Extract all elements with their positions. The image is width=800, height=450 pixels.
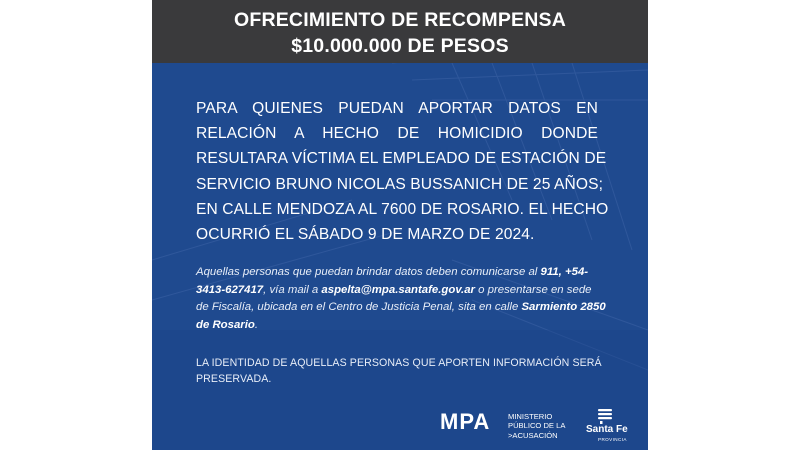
identity-note: LA IDENTIDAD DE AQUELLAS PERSONAS QUE APORTEN INFORMACIÓN SERÁ PRESERVADA. (196, 357, 602, 385)
announcement-line: SERVICIO BRUNO NICOLAS BUSSANICH DE 25 AÑOS; (196, 175, 604, 193)
contact-text: Aquellas personas que puedan brindar datos deben comunicarse al (196, 266, 538, 278)
announcement-line: OCURRIÓ EL SÁBADO 9 DE MARZO DE 2024. (196, 226, 535, 244)
mpa-logo: MPA (440, 409, 491, 434)
phone-numbers: 911, +54-3413-627417 (196, 266, 589, 296)
announcement-line: PARA QUIENES PUEDAN APORTAR DATOS EN (196, 100, 598, 117)
mpa-line: PÚBLICO DE LA (508, 421, 566, 431)
contact-info (196, 264, 606, 334)
announcement-line: EN CALLE MENDOZA AL 7600 DE ROSARIO. EL HECHO (196, 200, 609, 218)
announcement-line: RESULTARA VÍCTIMA EL EMPLEADO DE ESTACIÓN DE (196, 150, 607, 168)
contact-text: o presentarse en sede de Fiscalía, ubicada en el Centro de Justicia Penal, sita en calle (196, 283, 592, 314)
mpa-line: MINISTERIO (508, 412, 553, 421)
provincia-text: PROVINCIA (598, 437, 627, 442)
mpa-logo-text (508, 412, 565, 440)
contact-text: , vía mail a (263, 283, 322, 296)
header-bar (152, 0, 648, 63)
reward-poster (152, 0, 648, 450)
contact-text: . (254, 318, 259, 331)
email-address: aspelta@mpa.santafe.gov.ar (321, 283, 475, 296)
announcement-line: RELACIÓN A HECHO DE HOMICIDIO DONDE (196, 125, 598, 143)
reward-amount: $10.000.000 DE PESOS (291, 35, 509, 57)
mpa-line: >ACUSACIÓN (508, 430, 558, 440)
main-announcement (196, 96, 609, 247)
footer-logos (152, 408, 648, 450)
poster-title: OFRECIMIENTO DE RECOMPENSA (233, 9, 567, 31)
address: Sarmiento 2850 de Rosario (196, 301, 606, 331)
santa-fe-logo-text: Santa Fe (586, 424, 628, 435)
